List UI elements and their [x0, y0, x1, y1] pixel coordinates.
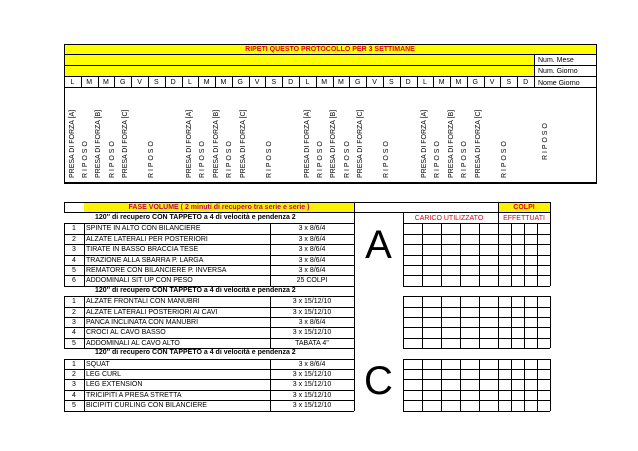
- day-letter: M: [455, 79, 462, 86]
- header-carico-border: [403, 212, 404, 224]
- exercise-row-line: [64, 369, 354, 370]
- day-letter: M: [103, 79, 109, 86]
- log-row-line: [403, 411, 550, 412]
- exercise-sets: TABATA 4'': [295, 339, 329, 347]
- exercise-sets: 3 x 15/12/10: [292, 298, 332, 306]
- exercise-sets: 3 x 15/12/10: [292, 329, 332, 337]
- log-row-line: [403, 317, 550, 318]
- exercise-name: ALZATE LATERALI PER POSTERIORI: [86, 235, 208, 243]
- header-left-border: [64, 202, 65, 213]
- nome-giorno-label: Nome Giorno: [538, 80, 580, 87]
- header-colpi-border: [498, 202, 499, 224]
- log-row-line: [403, 255, 550, 256]
- effettuati-column-line: [511, 296, 512, 348]
- number-column-line: [84, 296, 85, 348]
- session-label-riposo: R I P O S O: [265, 141, 273, 178]
- sets-column-line: [270, 296, 271, 348]
- exercise-name: BICIPITI CURLING CON BILANCIERE: [86, 402, 207, 410]
- exercise-row-line: [64, 317, 354, 318]
- group-left-border: [64, 296, 65, 348]
- log-row-line: [403, 348, 550, 349]
- day-column-line: [316, 76, 317, 88]
- exercise-number: 1: [72, 298, 76, 306]
- exercise-row-line: [64, 400, 354, 401]
- exercise-name: SQUAT: [86, 360, 110, 368]
- fase-volume-title: FASE VOLUME ( 2 minuti di recupero tra serie e serie ): [128, 204, 310, 211]
- day-letter: M: [220, 79, 227, 86]
- exercise-sets: 25 COLPI: [296, 277, 328, 285]
- day-letter: G: [472, 79, 478, 86]
- log-row-line: [403, 286, 550, 287]
- group-letter: A: [365, 223, 392, 268]
- carico-column-line: [422, 223, 423, 285]
- calendar-left-border: [64, 44, 65, 183]
- carico-column-line: [441, 223, 442, 285]
- session-label-presa: PRESA DI FORZA [C]: [239, 109, 247, 178]
- day-column-line: [182, 76, 183, 88]
- exercise-name: ALZATE LATERALI POSTERIORI AI CAVI: [86, 308, 218, 316]
- day-letter: D: [523, 79, 529, 86]
- session-label-riposo-final: R I P O S O: [542, 123, 549, 160]
- day-letter: M: [338, 79, 344, 86]
- session-label-riposo: R I P O S O: [226, 141, 234, 178]
- session-label-presa: PRESA DI FORZA [A]: [303, 109, 311, 178]
- day-letter: L: [70, 79, 75, 86]
- group-header-line: [64, 359, 354, 360]
- day-column-line: [366, 76, 367, 88]
- session-label-riposo: R I P O S O: [434, 141, 442, 178]
- day-column-line: [148, 76, 149, 88]
- day-letter: S: [506, 79, 512, 86]
- carico-column-line: [403, 359, 404, 411]
- exercise-name: REMATORE CON BILANCIERE P. INVERSA: [86, 267, 227, 274]
- day-column-line: [500, 76, 501, 88]
- header-right-border: [550, 202, 551, 224]
- day-letter: G: [237, 79, 243, 86]
- day-column-line: [484, 76, 485, 88]
- exercise-sets: 3 x 8/6/4: [298, 360, 326, 368]
- session-label-riposo: R I P O S O: [316, 141, 324, 178]
- exercise-row-line: [64, 411, 354, 412]
- day-column-line: [114, 76, 115, 88]
- session-label-presa: PRESA DI FORZA [A]: [421, 109, 429, 178]
- sets-right-border: [354, 286, 355, 348]
- exercise-name: LEG EXTENSION: [86, 381, 143, 389]
- exercise-number: 4: [72, 256, 76, 264]
- calendar-bottom-line: [64, 182, 597, 184]
- exercise-number: 2: [72, 235, 76, 243]
- day-column-line: [433, 76, 434, 88]
- effettuati-column-line: [524, 359, 525, 411]
- day-letter: V: [137, 79, 142, 86]
- effettuati-column-line: [498, 223, 499, 285]
- day-letter: S: [388, 79, 394, 86]
- group-header-line: [64, 296, 354, 297]
- effettuati-column-line: [550, 223, 551, 285]
- log-group-top-line: [403, 223, 550, 224]
- exercise-name: ADDOMINALI SIT UP CON PESO: [86, 277, 193, 285]
- table-subheader-line: [64, 212, 550, 213]
- log-row-line: [403, 400, 550, 401]
- exercise-number: 2: [72, 308, 76, 316]
- sets-column-line: [270, 223, 271, 285]
- label-column-divider: [534, 54, 535, 88]
- log-row-line: [403, 327, 550, 328]
- day-column-line: [215, 76, 216, 88]
- log-group-top-line: [403, 359, 550, 360]
- carico-column-line: [479, 296, 480, 348]
- day-column-line: [467, 76, 468, 88]
- exercise-number: 3: [72, 381, 76, 389]
- exercise-sets: 3 x 15/12/10: [292, 371, 332, 378]
- exercise-row-line: [64, 390, 354, 391]
- session-label-presa: PRESA DI FORZA [C]: [357, 109, 365, 178]
- effettuati-column-line: [550, 296, 551, 348]
- carico-column-line: [479, 359, 480, 411]
- session-label-riposo: R I P O S O: [343, 141, 351, 178]
- carico-column-line: [441, 296, 442, 348]
- session-label-presa: PRESA DI FORZA [B]: [447, 109, 455, 178]
- session-label-riposo: R I P O S O: [461, 141, 469, 178]
- carico-column-line: [422, 359, 423, 411]
- number-column-line: [84, 359, 85, 411]
- exercise-number: 5: [72, 339, 76, 347]
- day-column-line: [383, 76, 384, 88]
- exercise-row-line: [64, 307, 354, 308]
- exercise-row-line: [64, 265, 354, 266]
- num-mese-label: Num. Mese: [538, 57, 574, 64]
- day-column-line: [98, 76, 99, 88]
- day-column-line: [198, 76, 199, 88]
- exercise-name: TIRATE IN BASSO BRACCIA TESE: [86, 246, 199, 254]
- effettuati-column-line: [537, 223, 538, 285]
- log-row-line: [403, 265, 550, 266]
- day-letter: S: [153, 79, 159, 86]
- day-letter: S: [271, 79, 277, 86]
- effettuati-label: EFFETTUATI: [503, 215, 545, 222]
- carico-column-line: [422, 296, 423, 348]
- log-row-line: [403, 369, 550, 370]
- day-column-line: [450, 76, 451, 88]
- day-column-line: [333, 76, 334, 88]
- colpi-label: COLPI: [513, 204, 535, 211]
- exercise-sets: 3 x 8/6/4: [298, 319, 326, 326]
- day-letter: M: [438, 79, 445, 86]
- day-letter: M: [203, 79, 210, 86]
- calendar-right-border: [596, 44, 597, 183]
- day-letter: M: [86, 79, 93, 86]
- day-letter: L: [422, 79, 427, 86]
- day-column-line: [165, 76, 166, 88]
- group-letter: C: [364, 358, 393, 403]
- day-letter: G: [120, 79, 126, 86]
- day-letter: L: [187, 79, 192, 86]
- sets-column-line: [270, 359, 271, 411]
- carico-utilizzato-label: CARICO UTILIZZATO: [414, 215, 484, 222]
- calendar-row-line: [64, 54, 597, 55]
- day-letter: V: [254, 79, 260, 86]
- exercise-row-line: [64, 338, 354, 339]
- log-row-line: [403, 307, 550, 308]
- effettuati-column-line: [524, 223, 525, 285]
- effettuati-column-line: [537, 296, 538, 348]
- day-column-line: [81, 76, 82, 88]
- carico-column-line: [460, 359, 461, 411]
- day-letter: D: [170, 79, 176, 86]
- session-label-presa: PRESA DI FORZA [A]: [186, 109, 194, 178]
- exercise-sets: 3 x 8/6/4: [298, 235, 326, 243]
- exercise-number: 3: [72, 246, 76, 254]
- session-label-presa: PRESA DI FORZA [C]: [122, 109, 130, 178]
- exercise-name: ALZATE FRONTALI CON MANUBRI: [86, 298, 200, 306]
- exercise-name: SPINTE IN ALTO CON BILANCIERE: [86, 225, 201, 233]
- session-label-riposo: R I P O S O: [383, 141, 391, 178]
- day-column-line: [299, 76, 300, 88]
- exercise-sets: 3 x 15/12/10: [292, 402, 332, 410]
- exercise-sets: 3 x 8/6/4: [298, 225, 326, 233]
- effettuati-column-line: [550, 359, 551, 411]
- carico-column-line: [441, 359, 442, 411]
- session-label-presa: PRESA DI FORZA [B]: [212, 109, 220, 178]
- group-recovery-header: 120'' di recupero CON TAPPETO a 4 di velocità e pendenza 2: [95, 349, 296, 357]
- exercise-number: 4: [72, 391, 76, 399]
- exercise-number: 1: [72, 225, 76, 233]
- day-column-line: [400, 76, 401, 88]
- exercise-row-line: [64, 255, 354, 256]
- session-label-riposo: R I P O S O: [148, 141, 156, 178]
- exercise-number: 6: [72, 277, 76, 285]
- log-row-line: [403, 338, 550, 339]
- day-letter: D: [288, 79, 294, 86]
- session-label-presa: PRESA DI FORZA [B]: [95, 109, 103, 178]
- exercise-number: 2: [72, 371, 76, 378]
- exercise-number: 5: [72, 402, 76, 410]
- effettuati-column-line: [511, 223, 512, 285]
- calendar-row-line: [64, 44, 597, 45]
- exercise-name: LEG CURL: [86, 371, 122, 378]
- log-row-line: [403, 244, 550, 245]
- group-recovery-header: 120'' di recupero CON TAPPETO a 4 di velocità e pendenza 2: [95, 286, 296, 294]
- exercise-number: 5: [72, 267, 76, 274]
- carico-column-line: [403, 296, 404, 348]
- exercise-name: TRICIPITI A PRESA STRETTA: [86, 391, 182, 399]
- exercise-number: 3: [72, 319, 76, 326]
- exercise-row-line: [64, 244, 354, 245]
- day-column-line: [349, 76, 350, 88]
- session-label-riposo: R I P O S O: [108, 141, 116, 178]
- exercise-row-line: [64, 379, 354, 380]
- day-letter: V: [372, 79, 377, 86]
- day-letter: M: [321, 79, 328, 86]
- session-label-riposo: R I P O S O: [199, 141, 207, 178]
- calendar-row-line: [64, 65, 597, 66]
- session-label-presa: PRESA DI FORZA [C]: [474, 109, 482, 178]
- day-column-line: [282, 76, 283, 88]
- day-letter: V: [489, 79, 495, 86]
- day-letter: G: [355, 79, 361, 86]
- exercise-name: PANCA INCLINATA CON MANUBRI: [86, 319, 199, 326]
- exercise-row-line: [64, 275, 354, 276]
- effettuati-column-line: [498, 296, 499, 348]
- exercise-name: CROCI AL CAVO BASSO: [86, 329, 166, 337]
- exercise-name: TRAZIONE ALLA SBARRA P. LARGA: [86, 256, 204, 264]
- exercise-sets: 3 x 15/12/10: [292, 391, 332, 399]
- day-column-line: [517, 76, 518, 88]
- carico-column-line: [460, 296, 461, 348]
- effettuati-column-line: [524, 296, 525, 348]
- day-column-line: [249, 76, 250, 88]
- exercise-sets: 3 x 8/6/4: [298, 256, 326, 264]
- carico-column-line: [403, 223, 404, 285]
- session-label-riposo: R I P O S O: [81, 141, 89, 178]
- day-column-line: [265, 76, 266, 88]
- exercise-sets: 3 x 15/12/10: [292, 381, 332, 389]
- exercise-row-line: [64, 234, 354, 235]
- log-row-line: [403, 390, 550, 391]
- exercise-number: 1: [72, 360, 76, 368]
- effettuati-column-line: [498, 359, 499, 411]
- day-column-line: [232, 76, 233, 88]
- num-giorno-label: Num. Giorno: [538, 68, 578, 75]
- carico-column-line: [479, 223, 480, 285]
- log-row-line: [403, 275, 550, 276]
- session-label-presa: PRESA DI FORZA [A]: [68, 109, 76, 178]
- exercise-row-line: [64, 327, 354, 328]
- exercise-sets: 3 x 8/6/4: [298, 246, 326, 254]
- effettuati-column-line: [511, 359, 512, 411]
- log-row-line: [403, 379, 550, 380]
- exercise-sets: 3 x 8/6/4: [298, 267, 326, 274]
- group-left-border: [64, 359, 65, 411]
- exercise-name: ADDOMINALI AL CAVO ALTO: [86, 339, 180, 347]
- day-column-line: [131, 76, 132, 88]
- header-sets-border: [354, 202, 355, 213]
- day-letter: L: [305, 79, 310, 86]
- session-label-presa: PRESA DI FORZA [B]: [330, 109, 338, 178]
- group-left-border: [64, 223, 65, 285]
- exercise-number: 4: [72, 329, 76, 337]
- carico-column-line: [460, 223, 461, 285]
- log-group-top-line: [403, 296, 550, 297]
- number-column-line: [84, 223, 85, 285]
- day-letter: D: [405, 79, 411, 86]
- table-top-line: [64, 202, 550, 203]
- exercise-sets: 3 x 15/12/10: [292, 308, 332, 316]
- session-label-riposo: R I P O S O: [500, 141, 508, 178]
- effettuati-column-line: [537, 359, 538, 411]
- log-row-line: [403, 234, 550, 235]
- day-column-line: [417, 76, 418, 88]
- protocol-banner: RIPETI QUESTO PROTOCOLLO PER 3 SETTIMANE: [245, 46, 415, 53]
- group-header-line: [64, 223, 354, 224]
- group-recovery-header: 120'' di recupero CON TAPPETO a 4 di velocità e pendenza 2: [95, 214, 296, 221]
